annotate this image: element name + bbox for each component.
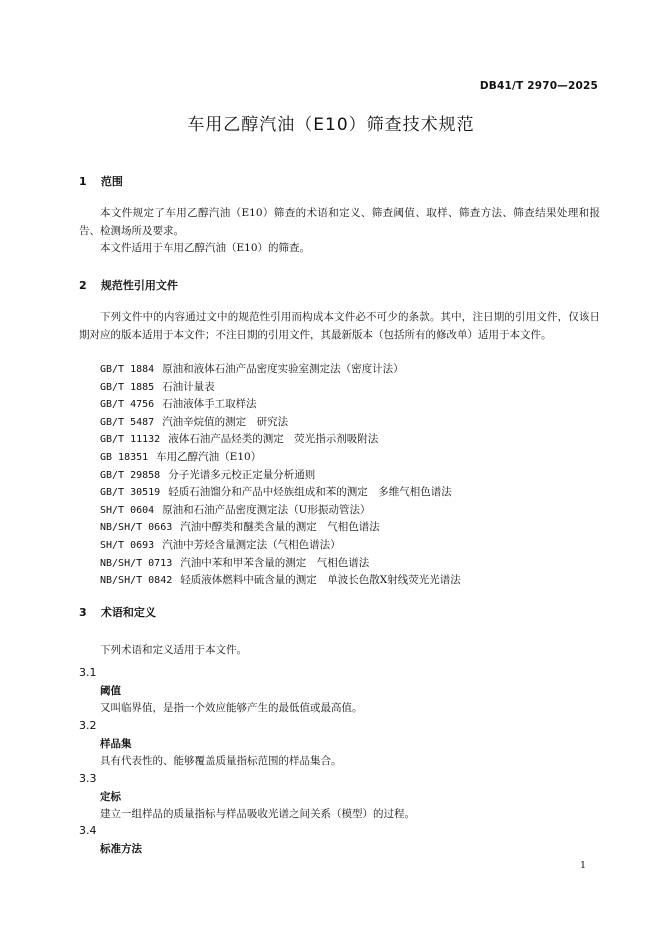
reference-item xyxy=(100,361,461,379)
reference-item xyxy=(100,537,461,555)
reference-code: GB/T 11132 xyxy=(100,434,161,446)
section-number: 3 xyxy=(79,606,87,619)
reference-code: GB/T 30519 xyxy=(100,487,161,499)
reference-code: GB/T 1885 xyxy=(100,381,155,393)
section-number: 2 xyxy=(79,279,87,292)
reference-item xyxy=(100,431,461,449)
term-name: 样品集 xyxy=(100,738,132,750)
reference-name: 液体石油产品烃类的测定 荧光指示剂吸附法 xyxy=(168,433,379,446)
section-number: 1 xyxy=(79,175,87,188)
reference-code: SH/T 0604 xyxy=(100,504,155,516)
reference-item xyxy=(100,572,461,590)
reference-name: 石油计量表 xyxy=(162,380,215,393)
reference-item xyxy=(100,467,461,485)
document-title: 车用乙醇汽油（E10）筛查技术规范 xyxy=(187,115,475,135)
scope-paragraph-2: 本文件适用于车用乙醇汽油（E10）的筛查。 xyxy=(100,242,311,254)
terms-intro-paragraph: 下列术语和定义适用于本文件。 xyxy=(100,644,247,656)
reference-item xyxy=(100,519,461,537)
term-definition: 建立一组样品的质量指标与样品吸收光谱之间关系（模型）的过程。 xyxy=(100,808,415,820)
reference-name: 汽油辛烷值的测定 研究法 xyxy=(162,415,289,428)
reference-item xyxy=(100,502,461,520)
reference-name: 石油液体手工取样法 xyxy=(162,398,257,411)
reference-name: 轻质液体燃料中硫含量的测定 单波长色散X射线荧光光谱法 xyxy=(180,574,461,587)
normative-references-paragraph: 下列文件中的内容通过文中的规范性引用而构成本文件必不可少的条款。其中，注日期的引用文件，仅该日期对应的版本适用于本文件；不注日期的引用文件，其最新版本（包括所有的修改单）适用于本文件。 xyxy=(79,311,600,341)
term-name: 定标 xyxy=(100,791,121,803)
section-title: 范围 xyxy=(100,175,123,188)
reference-name: 汽油中醇类和醚类含量的测定 气相色谱法 xyxy=(180,521,380,534)
reference-code: GB/T 4756 xyxy=(100,399,155,411)
reference-code: GB 18351 xyxy=(100,451,149,463)
term-number: 3.3 xyxy=(79,772,97,785)
document-code: DB41/T 2970—2025 xyxy=(479,80,598,92)
reference-item xyxy=(100,396,461,414)
term-number: 3.1 xyxy=(79,666,97,679)
term-number: 3.2 xyxy=(79,719,97,732)
reference-code: NB/SH/T 0713 xyxy=(100,557,173,569)
reference-name: 原油和液体石油产品密度实验室测定法（密度计法） xyxy=(162,363,404,375)
reference-name: 汽油中芳烃含量测定法（气相色谱法） xyxy=(162,538,341,551)
section-3-heading xyxy=(79,604,156,620)
reference-code: GB/T 5487 xyxy=(100,416,155,428)
section-2-heading xyxy=(79,277,178,293)
reference-name: 分子光谱多元校正定量分析通则 xyxy=(168,468,316,481)
reference-name: 原油和石油产品密度测定法（U形振动管法） xyxy=(162,503,371,516)
term-name: 标准方法 xyxy=(100,843,142,855)
section-1-heading xyxy=(79,173,123,189)
reference-name: 车用乙醇汽油（E10） xyxy=(156,450,262,463)
reference-code: GB/T 1884 xyxy=(100,364,155,375)
reference-item xyxy=(100,414,461,432)
reference-code: NB/SH/T 0663 xyxy=(100,522,173,534)
reference-code: GB/T 29858 xyxy=(100,469,161,481)
reference-item xyxy=(100,555,461,573)
reference-list xyxy=(100,361,461,590)
section-title: 术语和定义 xyxy=(100,606,156,619)
reference-code: SH/T 0693 xyxy=(100,539,155,551)
reference-name: 汽油中苯和甲苯含量的测定 气相色谱法 xyxy=(180,556,370,569)
reference-name: 轻质石油馏分和产品中烃族组成和苯的测定 多维气相色谱法 xyxy=(168,486,452,499)
reference-item xyxy=(100,449,461,467)
term-name: 阈值 xyxy=(100,685,121,697)
term-definition: 具有代表性的、能够覆盖质量指标范围的样品集合。 xyxy=(100,755,342,767)
reference-item xyxy=(100,484,461,502)
term-number: 3.4 xyxy=(79,824,97,837)
reference-item xyxy=(100,379,461,397)
page-number: 1 xyxy=(580,860,587,871)
section-title: 规范性引用文件 xyxy=(100,279,178,292)
scope-paragraph-1: 本文件规定了车用乙醇汽油（E10）筛查的术语和定义、筛查阈值、取样、筛查方法、筛查结果处理和报告、检测场所及要求。 xyxy=(79,207,600,237)
reference-code: NB/SH/T 0842 xyxy=(100,575,173,587)
term-definition: 又叫临界值，是指一个效应能够产生的最低值或最高值。 xyxy=(100,702,363,714)
